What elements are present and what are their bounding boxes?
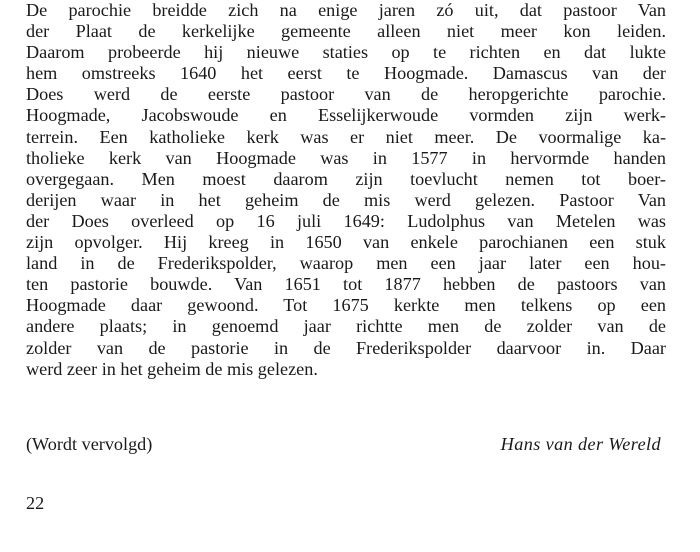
article-line-last: werd zeer in het geheim de mis gelezen. [26, 358, 318, 379]
article-line: Hoogmade, Jacobswoude en Esselijkerwoude vormden zijn werk- [26, 105, 666, 126]
article-line: zolder van de pastorie in de Frederikspolder daarvoor in. Daar [26, 337, 666, 358]
article-line: De parochie breidde zich na enige jaren zó uit, dat pastoor Van [26, 0, 666, 20]
article-line: der Plaat de kerkelijke gemeente alleen niet meer kon leiden. [26, 21, 666, 42]
article-line: land in de Frederikspolder, waarop men een jaar later een hou- [26, 253, 666, 274]
article-line: hem omstreeks 1640 het eerst te Hoogmade. Damascus van der [26, 63, 666, 84]
article-line: overgegaan. Men moest daarom zijn toevlucht nemen tot boer- [26, 168, 666, 189]
article-line: zijn opvolger. Hij kreeg in 1650 van enkele parochianen een stuk [26, 232, 666, 253]
article-line: Hoogmade daar gewoond. Tot 1675 kerkte men telkens op een [26, 295, 666, 316]
article-line: Does werd de eerste pastoor van de heropgerichte parochie. [26, 84, 666, 105]
continued-note: (Wordt vervolgd) [26, 434, 153, 454]
article-line: ten pastorie bouwde. Van 1651 tot 1877 hebben de pastoors van [26, 274, 666, 295]
page-number: 22 [26, 493, 45, 513]
article-body [26, 0, 666, 380]
author-signature: Hans van der Wereld [500, 434, 661, 454]
article-line: Daarom probeerde hij nieuwe staties op te richten en dat lukte [26, 42, 666, 63]
article-line: derijen waar in het geheim de mis werd gelezen. Pastoor Van [26, 189, 666, 210]
article-line: terrein. Een katholieke kerk was er niet meer. De voormalige ka- [26, 126, 666, 147]
article-line: der Does overleed op 16 juli 1649: Ludolphus van Metelen was [26, 210, 666, 231]
article-line: tholieke kerk van Hoogmade was in 1577 in hervormde handen [26, 147, 666, 168]
article-line: andere plaats; in genoemd jaar richtte men de zolder van de [26, 316, 666, 337]
